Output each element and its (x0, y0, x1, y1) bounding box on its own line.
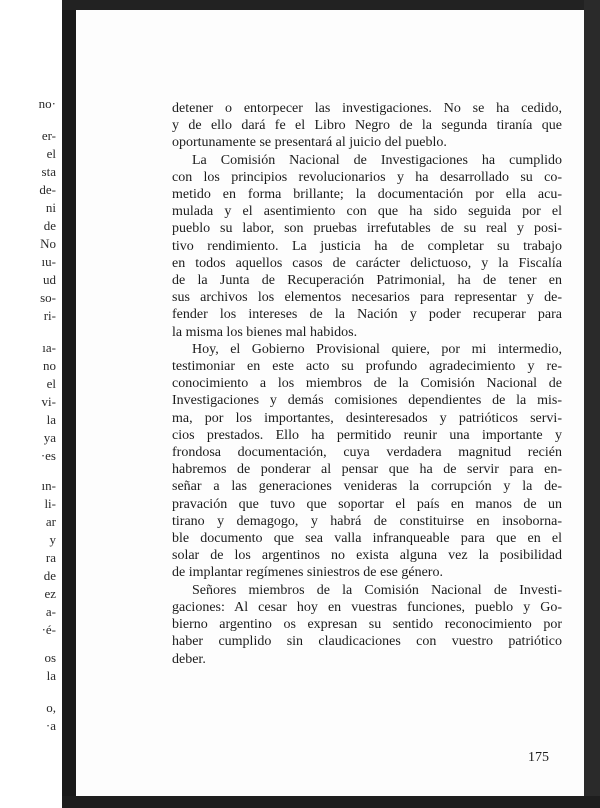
text-line: ble documento que sea valla infranqueable para que en el (172, 531, 562, 547)
page-body-text (172, 100, 562, 668)
scan-bottom-edge (62, 796, 600, 808)
facing-page-fragment (0, 0, 62, 808)
scan-binding-shadow (62, 0, 76, 808)
facing-page-text-fragment: la (46, 412, 56, 427)
facing-page-text-fragment: er- (41, 128, 56, 143)
facing-page-text-fragment: a- (45, 604, 56, 619)
facing-page-text-fragment: y (49, 532, 56, 547)
facing-page-text-fragment: li- (44, 496, 56, 511)
facing-page-text-fragment: o, (46, 700, 56, 715)
scan-top-edge (62, 0, 600, 10)
facing-page-text-fragment: so- (40, 290, 56, 305)
scan-right-edge (584, 0, 600, 808)
facing-page-text-fragment: ni (45, 200, 56, 215)
paragraph (172, 100, 562, 152)
facing-page-text-fragment: ri- (43, 308, 56, 323)
text-line: sus archivos los elementos necesarios para representar y de- (172, 290, 562, 306)
facing-page-text-fragment: ıa- (42, 340, 56, 355)
text-line: pravación que tuvo que soportar el país en manos de un (172, 496, 562, 512)
text-line: con los principios revolucionarios y ha desarrollado su co- (172, 169, 562, 185)
text-line: testimoniar en este acto su profundo agradecimiento y re- (172, 359, 562, 375)
text-line: haber cumplido sin claudicaciones con vuestro patriótico (172, 634, 562, 650)
facing-page-text-fragment: ·es (40, 448, 56, 463)
facing-page-text-fragment: ya (43, 430, 56, 445)
text-line: oportunamente se presentará al juicio del pueblo. (172, 135, 447, 151)
facing-page-text-fragment: la (46, 668, 56, 683)
facing-page-text-fragment: el (46, 376, 56, 391)
facing-page-text-fragment: no· (38, 96, 56, 111)
text-line: de implantar regímenes siniestros de ese género. (172, 565, 443, 581)
text-line: Hoy, el Gobierno Provisional quiere, por mi intermedio, (192, 341, 562, 357)
facing-page-text-fragment: No (40, 236, 56, 251)
facing-page-text-fragment: ra (45, 550, 56, 565)
text-line: tirano y demagogo, y habrá de constituirse en insoborna- (172, 513, 562, 529)
text-line: de la Junta de Recuperación Patrimonial, ha de tener en (172, 273, 562, 289)
text-line: y de ello dará fe el Libro Negro de la segunda tiranía que (172, 118, 562, 134)
text-line: la misma los bienes mal habidos. (172, 324, 358, 340)
facing-page-text-fragment: os (44, 650, 56, 665)
facing-page-text-fragment: ·é- (41, 622, 56, 637)
paragraph (172, 582, 562, 668)
facing-page-text-fragment: sta (41, 164, 56, 179)
facing-page-text-fragment: ıu- (41, 254, 56, 269)
text-line: detener o entorpecer las investigaciones. No se ha cedido, (172, 101, 562, 116)
facing-page-text-fragment: ez (44, 586, 56, 601)
facing-page-text-fragment: de (43, 568, 56, 583)
text-line: La Comisión Nacional de Investigaciones ha cumplido (192, 152, 562, 168)
facing-page-text-fragment: de- (39, 182, 56, 197)
paragraph (172, 341, 562, 582)
book-page (76, 10, 584, 796)
facing-page-text-fragment: ar (45, 514, 56, 529)
text-line: cios prestados. Ello ha permitido reunir una importante y (172, 427, 562, 443)
text-line: señar a las generaciones venideras la corrupción y la de- (172, 479, 562, 495)
text-line: gaciones: Al cesar hoy en vuestras funciones, pueblo y Go- (172, 599, 562, 615)
facing-page-text-fragment: ın- (41, 478, 56, 493)
text-line: en todos aquellos casos de carácter delictuoso, y la Fiscalía (172, 255, 562, 271)
facing-page-text-fragment: no (43, 358, 56, 373)
facing-page-text-fragment: vi- (41, 394, 56, 409)
text-line: ma, por los importantes, desinteresados y patrióticos servi- (172, 410, 562, 426)
text-line: mulada y el asentimiento con que ha sido seguida por el (172, 204, 562, 220)
text-line: bierno argentino os expresan su sentido reconocimiento por (172, 617, 562, 633)
facing-page-text-fragment: ·a (45, 718, 56, 733)
text-line: pueblo su labor, son pruebas irrefutables de su real y posi- (172, 221, 562, 237)
text-line: Señores miembros de la Comisión Nacional de Investi- (192, 582, 562, 598)
text-line: metido en forma brillante; la documentación por ella acu- (172, 187, 562, 203)
paragraph (172, 152, 562, 341)
text-line: tivo rendimiento. La justicia ha de completar su trabajo (172, 238, 562, 254)
text-line: solar de los argentinos no exista alguna vez la posibilidad (172, 548, 562, 564)
text-line: fender los intereses de la Nación y poder recuperar para (172, 307, 562, 323)
facing-page-text-fragment: el (46, 146, 56, 161)
facing-page-text-fragment: de (43, 218, 56, 233)
text-line: conocimiento a los miembros de la Comisión Nacional de (172, 376, 562, 392)
text-line: deber. (172, 651, 206, 667)
text-line: habremos de ponderar al pensar que ha de servir para en- (172, 462, 562, 478)
facing-page-text-fragment: ud (43, 272, 56, 287)
text-line: frondosa documentación, cuya verdadera magnitud recién (172, 445, 562, 461)
text-line: Investigaciones y demás comisiones dependientes de la mis- (172, 393, 562, 409)
page-number: 175 (528, 750, 549, 765)
